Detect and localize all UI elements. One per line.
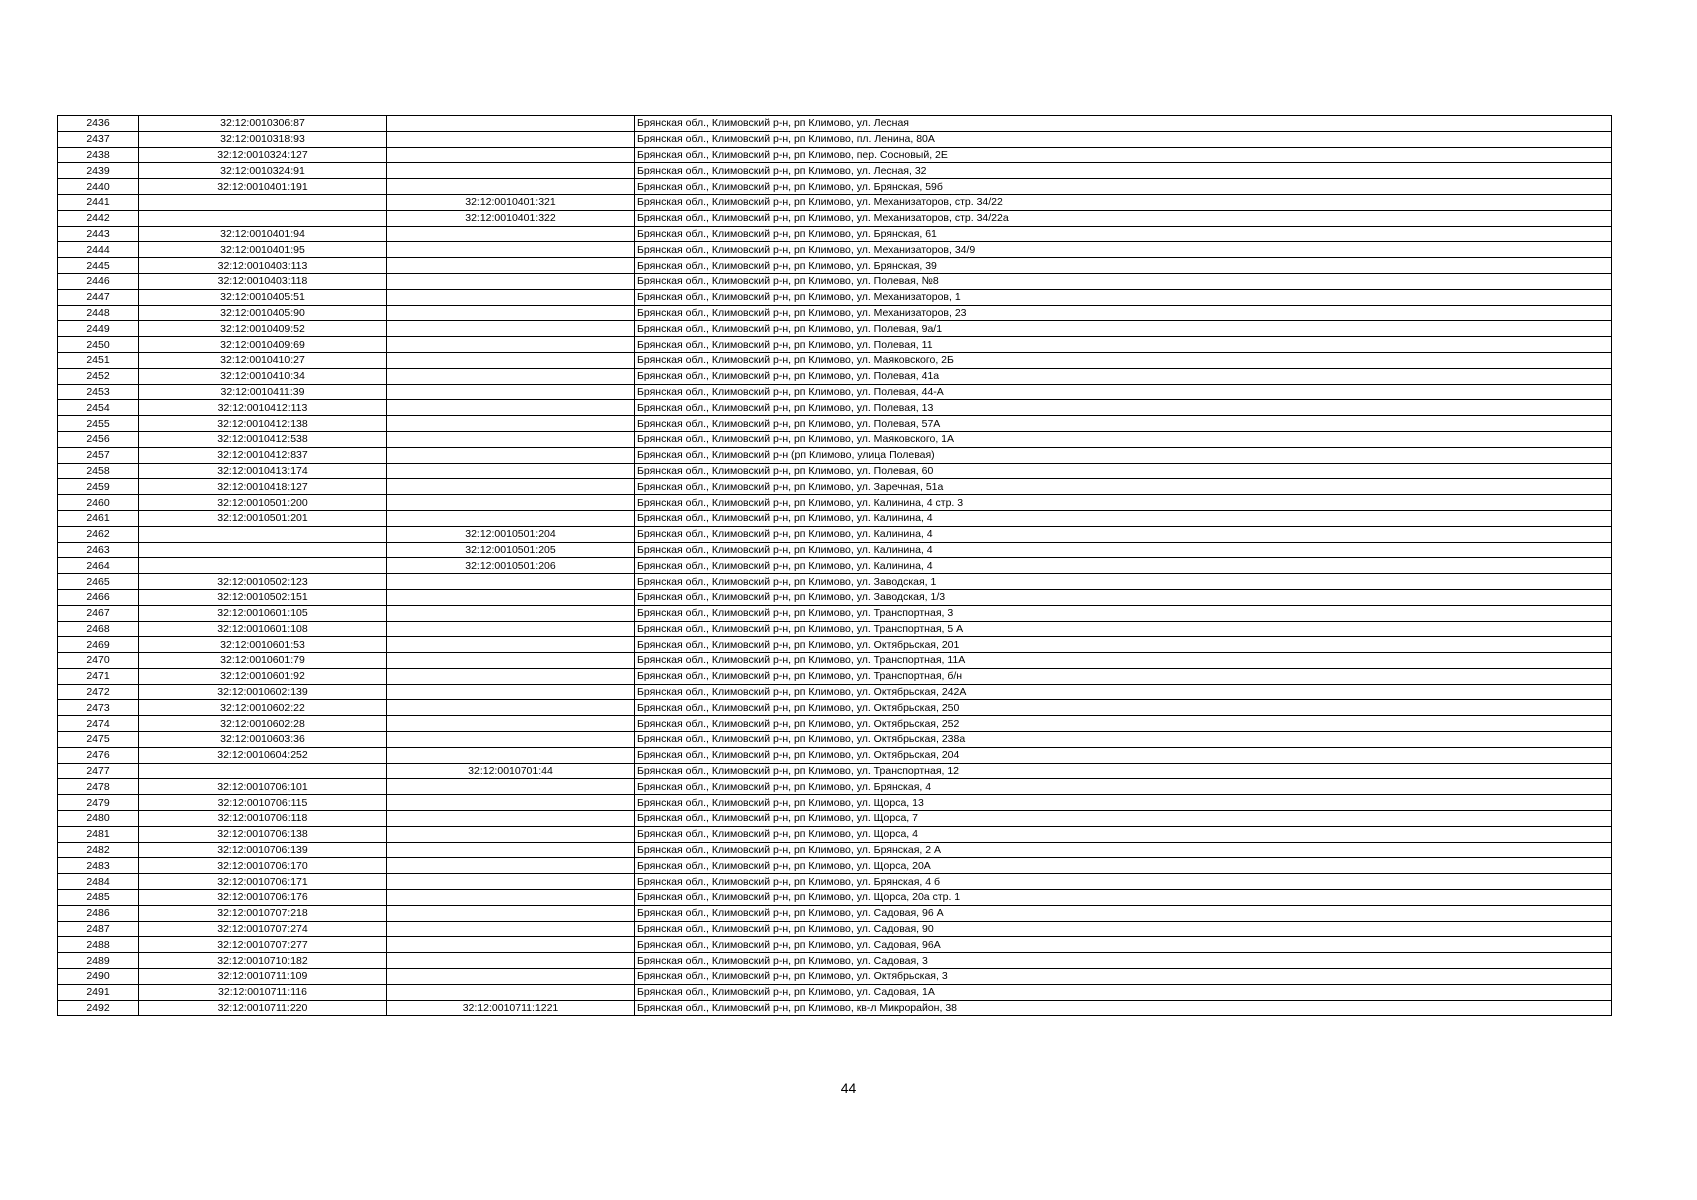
building-cadastral-number-cell (387, 416, 635, 432)
table-row (58, 384, 1612, 400)
cadastral-number-cell (139, 542, 387, 558)
address-cell: Брянская обл., Климовский р-н, рп Климово, ул. Полевая, 9а/1 (635, 321, 1612, 337)
row-number-cell: 2448 (58, 305, 139, 321)
row-number-cell: 2449 (58, 321, 139, 337)
building-cadastral-number-cell (387, 510, 635, 526)
table-row (58, 795, 1612, 811)
address-cell: Брянская обл., Климовский р-н, рп Климово, ул. Транспортная, 5 А (635, 621, 1612, 637)
table-row (58, 463, 1612, 479)
table-row (58, 163, 1612, 179)
building-cadastral-number-cell (387, 826, 635, 842)
cadastral-number-cell: 32:12:0010602:139 (139, 684, 387, 700)
table-row (58, 668, 1612, 684)
address-cell: Брянская обл., Климовский р-н, рп Климово, ул. Брянская, 4 (635, 779, 1612, 795)
address-cell: Брянская обл., Климовский р-н, рп Климово, ул. Садовая, 96А (635, 937, 1612, 953)
building-cadastral-number-cell (387, 352, 635, 368)
row-number-cell: 2484 (58, 874, 139, 890)
cadastral-number-cell: 32:12:0010410:27 (139, 352, 387, 368)
row-number-cell: 2462 (58, 526, 139, 542)
row-number-cell: 2455 (58, 416, 139, 432)
table-row (58, 558, 1612, 574)
row-number-cell: 2458 (58, 463, 139, 479)
cadastral-number-cell: 32:12:0010601:108 (139, 621, 387, 637)
address-cell: Брянская обл., Климовский р-н, рп Климово, ул. Щорса, 4 (635, 826, 1612, 842)
table-row (58, 400, 1612, 416)
address-cell: Брянская обл., Климовский р-н, рп Климово, ул. Калинина, 4 (635, 542, 1612, 558)
cadastral-number-cell: 32:12:0010412:113 (139, 400, 387, 416)
address-cell: Брянская обл., Климовский р-н, рп Климово, ул. Октябрьская, 252 (635, 716, 1612, 732)
address-cell: Брянская обл., Климовский р-н, рп Климово, ул. Транспортная, б/н (635, 668, 1612, 684)
cadastral-number-cell: 32:12:0010502:151 (139, 589, 387, 605)
address-cell: Брянская обл., Климовский р-н, рп Климово, ул. Калинина, 4 стр. 3 (635, 495, 1612, 511)
row-number-cell: 2445 (58, 258, 139, 274)
address-cell: Брянская обл., Климовский р-н, рп Климово, ул. Брянская, 61 (635, 226, 1612, 242)
building-cadastral-number-cell (387, 273, 635, 289)
address-cell: Брянская обл., Климовский р-н, рп Климово, ул. Транспортная, 11А (635, 653, 1612, 669)
row-number-cell: 2454 (58, 400, 139, 416)
page-number: 44 (840, 1080, 857, 1096)
cadastral-number-cell: 32:12:0010412:837 (139, 447, 387, 463)
table-row (58, 953, 1612, 969)
row-number-cell: 2474 (58, 716, 139, 732)
cadastral-number-cell: 32:12:0010706:170 (139, 858, 387, 874)
address-cell: Брянская обл., Климовский р-н, рп Климово, ул. Полевая, 57А (635, 416, 1612, 432)
cadastral-number-cell: 32:12:0010501:201 (139, 510, 387, 526)
row-number-cell: 2451 (58, 352, 139, 368)
building-cadastral-number-cell (387, 716, 635, 732)
address-cell: Брянская обл., Климовский р-н, рп Климово, ул. Калинина, 4 (635, 558, 1612, 574)
cadastral-number-cell: 32:12:0010403:113 (139, 258, 387, 274)
address-cell: Брянская обл., Климовский р-н, рп Климово, пл. Ленина, 80А (635, 131, 1612, 147)
address-cell: Брянская обл., Климовский р-н, рп Климово, ул. Полевая, №8 (635, 273, 1612, 289)
building-cadastral-number-cell (387, 858, 635, 874)
building-cadastral-number-cell (387, 400, 635, 416)
building-cadastral-number-cell (387, 574, 635, 590)
building-cadastral-number-cell (387, 479, 635, 495)
table-row (58, 716, 1612, 732)
row-number-cell: 2476 (58, 747, 139, 763)
address-cell: Брянская обл., Климовский р-н, рп Климово, ул. Полевая, 11 (635, 337, 1612, 353)
building-cadastral-number-cell (387, 431, 635, 447)
building-cadastral-number-cell (387, 747, 635, 763)
cadastral-number-cell: 32:12:0010601:79 (139, 653, 387, 669)
cadastral-number-cell: 32:12:0010711:116 (139, 984, 387, 1000)
row-number-cell: 2475 (58, 732, 139, 748)
row-number-cell: 2469 (58, 637, 139, 653)
building-cadastral-number-cell (387, 163, 635, 179)
cadastral-number-cell (139, 194, 387, 210)
table-row (58, 842, 1612, 858)
cadastral-number-cell: 32:12:0010324:127 (139, 147, 387, 163)
building-cadastral-number-cell (387, 463, 635, 479)
building-cadastral-number-cell (387, 289, 635, 305)
table-row (58, 921, 1612, 937)
cadastral-number-cell: 32:12:0010707:277 (139, 937, 387, 953)
table-row (58, 368, 1612, 384)
table-row (58, 116, 1612, 132)
row-number-cell: 2436 (58, 116, 139, 132)
row-number-cell: 2452 (58, 368, 139, 384)
table-row (58, 732, 1612, 748)
table-row (58, 226, 1612, 242)
address-cell: Брянская обл., Климовский р-н, рп Климово, ул. Октябрьская, 250 (635, 700, 1612, 716)
building-cadastral-number-cell (387, 179, 635, 195)
building-cadastral-number-cell (387, 384, 635, 400)
table-row (58, 179, 1612, 195)
table-row (58, 147, 1612, 163)
building-cadastral-number-cell (387, 368, 635, 384)
row-number-cell: 2473 (58, 700, 139, 716)
row-number-cell: 2485 (58, 890, 139, 906)
building-cadastral-number-cell (387, 637, 635, 653)
address-cell: Брянская обл., Климовский р-н, рп Климово, ул. Полевая, 60 (635, 463, 1612, 479)
building-cadastral-number-cell (387, 921, 635, 937)
row-number-cell: 2437 (58, 131, 139, 147)
table-row (58, 510, 1612, 526)
row-number-cell: 2482 (58, 842, 139, 858)
address-cell: Брянская обл., Климовский р-н, рп Климово, пер. Сосновый, 2Е (635, 147, 1612, 163)
table-row (58, 447, 1612, 463)
table-row (58, 826, 1612, 842)
building-cadastral-number-cell (387, 984, 635, 1000)
cadastral-number-cell: 32:12:0010405:51 (139, 289, 387, 305)
address-cell: Брянская обл., Климовский р-н, рп Климово, ул. Щорса, 7 (635, 811, 1612, 827)
table-row (58, 574, 1612, 590)
address-cell: Брянская обл., Климовский р-н, рп Климово, ул. Транспортная, 12 (635, 763, 1612, 779)
row-number-cell: 2491 (58, 984, 139, 1000)
cadastral-number-cell: 32:12:0010706:101 (139, 779, 387, 795)
address-cell: Брянская обл., Климовский р-н, рп Климово, ул. Садовая, 90 (635, 921, 1612, 937)
table-row (58, 289, 1612, 305)
cadastral-number-cell: 32:12:0010324:91 (139, 163, 387, 179)
address-cell: Брянская обл., Климовский р-н, рп Климово, ул. Калинина, 4 (635, 526, 1612, 542)
cadastral-number-cell (139, 526, 387, 542)
building-cadastral-number-cell: 32:12:0010401:322 (387, 210, 635, 226)
row-number-cell: 2487 (58, 921, 139, 937)
address-cell: Брянская обл., Климовский р-н, рп Климово, ул. Механизаторов, 34/9 (635, 242, 1612, 258)
building-cadastral-number-cell (387, 337, 635, 353)
building-cadastral-number-cell (387, 589, 635, 605)
address-cell: Брянская обл., Климовский р-н, рп Климово, кв-л Микрорайон, 38 (635, 1000, 1612, 1016)
row-number-cell: 2438 (58, 147, 139, 163)
table-row (58, 811, 1612, 827)
row-number-cell: 2463 (58, 542, 139, 558)
table-row (58, 905, 1612, 921)
address-cell: Брянская обл., Климовский р-н, рп Климово, ул. Садовая, 1А (635, 984, 1612, 1000)
cadastral-number-cell: 32:12:0010601:92 (139, 668, 387, 684)
row-number-cell: 2472 (58, 684, 139, 700)
table-row (58, 1000, 1612, 1016)
row-number-cell: 2450 (58, 337, 139, 353)
building-cadastral-number-cell (387, 226, 635, 242)
cadastral-number-cell: 32:12:0010318:93 (139, 131, 387, 147)
address-cell: Брянская обл., Климовский р-н, рп Климово, ул. Октябрьская, 242А (635, 684, 1612, 700)
row-number-cell: 2456 (58, 431, 139, 447)
building-cadastral-number-cell (387, 700, 635, 716)
table-row (58, 210, 1612, 226)
cadastral-number-cell (139, 210, 387, 226)
cadastral-number-cell: 32:12:0010418:127 (139, 479, 387, 495)
cadastral-number-cell: 32:12:0010401:94 (139, 226, 387, 242)
address-cell: Брянская обл., Климовский р-н, рп Климово, ул. Садовая, 96 А (635, 905, 1612, 921)
cadastral-number-cell: 32:12:0010411:39 (139, 384, 387, 400)
table-row (58, 194, 1612, 210)
building-cadastral-number-cell (387, 779, 635, 795)
address-cell: Брянская обл., Климовский р-н, рп Климово, ул. Заречная, 51а (635, 479, 1612, 495)
cadastral-number-cell: 32:12:0010711:220 (139, 1000, 387, 1016)
cadastral-number-cell: 32:12:0010706:139 (139, 842, 387, 858)
cadastral-number-cell: 32:12:0010602:28 (139, 716, 387, 732)
address-cell: Брянская обл., Климовский р-н, рп Климово, ул. Щорса, 20А (635, 858, 1612, 874)
cadastral-number-cell: 32:12:0010409:52 (139, 321, 387, 337)
table-row (58, 605, 1612, 621)
building-cadastral-number-cell (387, 969, 635, 985)
table-row (58, 874, 1612, 890)
building-cadastral-number-cell: 32:12:0010501:206 (387, 558, 635, 574)
address-cell: Брянская обл., Климовский р-н (рп Климово, улица Полевая) (635, 447, 1612, 463)
cadastral-number-cell: 32:12:0010403:118 (139, 273, 387, 289)
table-row (58, 416, 1612, 432)
cadastral-number-cell: 32:12:0010602:22 (139, 700, 387, 716)
row-number-cell: 2442 (58, 210, 139, 226)
address-cell: Брянская обл., Климовский р-н, рп Климово, ул. Маяковского, 2Б (635, 352, 1612, 368)
row-number-cell: 2468 (58, 621, 139, 637)
cadastral-number-cell: 32:12:0010601:105 (139, 605, 387, 621)
cadastral-number-cell: 32:12:0010306:87 (139, 116, 387, 132)
row-number-cell: 2461 (58, 510, 139, 526)
address-cell: Брянская обл., Климовский р-н, рп Климово, ул. Октябрьская, 201 (635, 637, 1612, 653)
cadastral-number-cell: 32:12:0010706:176 (139, 890, 387, 906)
address-cell: Брянская обл., Климовский р-н, рп Климово, ул. Механизаторов, стр. 34/22а (635, 210, 1612, 226)
address-cell: Брянская обл., Климовский р-н, рп Климово, ул. Механизаторов, 1 (635, 289, 1612, 305)
cadastral-number-cell: 32:12:0010604:252 (139, 747, 387, 763)
building-cadastral-number-cell (387, 258, 635, 274)
building-cadastral-number-cell (387, 795, 635, 811)
table-row (58, 526, 1612, 542)
row-number-cell: 2457 (58, 447, 139, 463)
cadastral-number-cell: 32:12:0010706:118 (139, 811, 387, 827)
building-cadastral-number-cell: 32:12:0010701:44 (387, 763, 635, 779)
building-cadastral-number-cell (387, 653, 635, 669)
building-cadastral-number-cell (387, 321, 635, 337)
row-number-cell: 2466 (58, 589, 139, 605)
row-number-cell: 2481 (58, 826, 139, 842)
row-number-cell: 2443 (58, 226, 139, 242)
cadastral-number-cell: 32:12:0010401:95 (139, 242, 387, 258)
table-row (58, 495, 1612, 511)
address-cell: Брянская обл., Климовский р-н, рп Климово, ул. Октябрьская, 204 (635, 747, 1612, 763)
table-row (58, 890, 1612, 906)
address-cell: Брянская обл., Климовский р-н, рп Климово, ул. Брянская, 59б (635, 179, 1612, 195)
row-number-cell: 2441 (58, 194, 139, 210)
building-cadastral-number-cell (387, 147, 635, 163)
building-cadastral-number-cell (387, 953, 635, 969)
address-cell: Брянская обл., Климовский р-н, рп Климово, ул. Механизаторов, стр. 34/22 (635, 194, 1612, 210)
row-number-cell: 2480 (58, 811, 139, 827)
cadastral-number-cell: 32:12:0010707:218 (139, 905, 387, 921)
building-cadastral-number-cell (387, 605, 635, 621)
address-cell: Брянская обл., Климовский р-н, рп Климово, ул. Лесная (635, 116, 1612, 132)
row-number-cell: 2483 (58, 858, 139, 874)
building-cadastral-number-cell: 32:12:0010501:204 (387, 526, 635, 542)
cadastral-number-cell: 32:12:0010401:191 (139, 179, 387, 195)
table-row (58, 131, 1612, 147)
building-cadastral-number-cell (387, 242, 635, 258)
cadastral-number-cell: 32:12:0010707:274 (139, 921, 387, 937)
building-cadastral-number-cell (387, 842, 635, 858)
address-cell: Брянская обл., Климовский р-н, рп Климово, ул. Октябрьская, 238а (635, 732, 1612, 748)
table-row (58, 242, 1612, 258)
data-table (57, 115, 1612, 1016)
building-cadastral-number-cell (387, 732, 635, 748)
building-cadastral-number-cell (387, 905, 635, 921)
address-cell: Брянская обл., Климовский р-н, рп Климово, ул. Калинина, 4 (635, 510, 1612, 526)
building-cadastral-number-cell: 32:12:0010501:205 (387, 542, 635, 558)
cadastral-number-cell (139, 558, 387, 574)
address-cell: Брянская обл., Климовский р-н, рп Климово, ул. Транспортная, 3 (635, 605, 1612, 621)
table-row (58, 937, 1612, 953)
address-cell: Брянская обл., Климовский р-н, рп Климово, ул. Механизаторов, 23 (635, 305, 1612, 321)
address-cell: Брянская обл., Климовский р-н, рп Климово, ул. Садовая, 3 (635, 953, 1612, 969)
address-cell: Брянская обл., Климовский р-н, рп Климово, ул. Маяковского, 1А (635, 431, 1612, 447)
building-cadastral-number-cell (387, 874, 635, 890)
table-row (58, 858, 1612, 874)
row-number-cell: 2490 (58, 969, 139, 985)
address-cell: Брянская обл., Климовский р-н, рп Климово, ул. Щорса, 20а стр. 1 (635, 890, 1612, 906)
cadastral-number-cell: 32:12:0010405:90 (139, 305, 387, 321)
table-row (58, 337, 1612, 353)
row-number-cell: 2453 (58, 384, 139, 400)
cadastral-number-cell: 32:12:0010412:138 (139, 416, 387, 432)
address-cell: Брянская обл., Климовский р-н, рп Климово, ул. Лесная, 32 (635, 163, 1612, 179)
cadastral-number-cell: 32:12:0010603:36 (139, 732, 387, 748)
row-number-cell: 2479 (58, 795, 139, 811)
address-cell: Брянская обл., Климовский р-н, рп Климово, ул. Щорса, 13 (635, 795, 1612, 811)
table-row (58, 653, 1612, 669)
row-number-cell: 2447 (58, 289, 139, 305)
building-cadastral-number-cell (387, 495, 635, 511)
address-cell: Брянская обл., Климовский р-н, рп Климово, ул. Полевая, 13 (635, 400, 1612, 416)
table-row (58, 747, 1612, 763)
row-number-cell: 2486 (58, 905, 139, 921)
table-row (58, 321, 1612, 337)
address-cell: Брянская обл., Климовский р-н, рп Климово, ул. Брянская, 2 А (635, 842, 1612, 858)
cadastral-number-cell: 32:12:0010410:34 (139, 368, 387, 384)
cadastral-number-cell: 32:12:0010501:200 (139, 495, 387, 511)
cadastral-number-cell: 32:12:0010413:174 (139, 463, 387, 479)
address-cell: Брянская обл., Климовский р-н, рп Климово, ул. Полевая, 44-А (635, 384, 1612, 400)
table-row (58, 273, 1612, 289)
table-body (58, 116, 1612, 1016)
row-number-cell: 2492 (58, 1000, 139, 1016)
row-number-cell: 2471 (58, 668, 139, 684)
table-row (58, 763, 1612, 779)
cadastral-number-cell: 32:12:0010711:109 (139, 969, 387, 985)
row-number-cell: 2464 (58, 558, 139, 574)
row-number-cell: 2477 (58, 763, 139, 779)
row-number-cell: 2444 (58, 242, 139, 258)
cadastral-number-cell (139, 763, 387, 779)
table-row (58, 779, 1612, 795)
building-cadastral-number-cell (387, 305, 635, 321)
address-cell: Брянская обл., Климовский р-н, рп Климово, ул. Брянская, 39 (635, 258, 1612, 274)
table-row (58, 637, 1612, 653)
building-cadastral-number-cell (387, 621, 635, 637)
table-row (58, 700, 1612, 716)
table-row (58, 542, 1612, 558)
cadastral-number-cell: 32:12:0010502:123 (139, 574, 387, 590)
table-row (58, 969, 1612, 985)
building-cadastral-number-cell: 32:12:0010711:1221 (387, 1000, 635, 1016)
address-cell: Брянская обл., Климовский р-н, рп Климово, ул. Заводская, 1/3 (635, 589, 1612, 605)
address-cell: Брянская обл., Климовский р-н, рп Климово, ул. Октябрьская, 3 (635, 969, 1612, 985)
row-number-cell: 2467 (58, 605, 139, 621)
address-cell: Брянская обл., Климовский р-н, рп Климово, ул. Брянская, 4 б (635, 874, 1612, 890)
building-cadastral-number-cell (387, 668, 635, 684)
table-row (58, 431, 1612, 447)
table-row (58, 479, 1612, 495)
row-number-cell: 2478 (58, 779, 139, 795)
row-number-cell: 2440 (58, 179, 139, 195)
building-cadastral-number-cell (387, 684, 635, 700)
building-cadastral-number-cell (387, 890, 635, 906)
table-row (58, 984, 1612, 1000)
row-number-cell: 2459 (58, 479, 139, 495)
row-number-cell: 2446 (58, 273, 139, 289)
table-row (58, 589, 1612, 605)
cadastral-number-cell: 32:12:0010710:182 (139, 953, 387, 969)
cadastral-number-cell: 32:12:0010409:69 (139, 337, 387, 353)
table-row (58, 305, 1612, 321)
address-cell: Брянская обл., Климовский р-н, рп Климово, ул. Заводская, 1 (635, 574, 1612, 590)
cadastral-number-cell: 32:12:0010601:53 (139, 637, 387, 653)
table-row (58, 352, 1612, 368)
cadastral-number-cell: 32:12:0010706:138 (139, 826, 387, 842)
address-cell: Брянская обл., Климовский р-н, рп Климово, ул. Полевая, 41а (635, 368, 1612, 384)
building-cadastral-number-cell (387, 811, 635, 827)
building-cadastral-number-cell: 32:12:0010401:321 (387, 194, 635, 210)
building-cadastral-number-cell (387, 116, 635, 132)
cadastral-number-cell: 32:12:0010706:171 (139, 874, 387, 890)
row-number-cell: 2439 (58, 163, 139, 179)
row-number-cell: 2489 (58, 953, 139, 969)
row-number-cell: 2460 (58, 495, 139, 511)
table-row (58, 621, 1612, 637)
cadastral-number-cell: 32:12:0010706:115 (139, 795, 387, 811)
building-cadastral-number-cell (387, 937, 635, 953)
row-number-cell: 2465 (58, 574, 139, 590)
table-row (58, 684, 1612, 700)
table-row (58, 258, 1612, 274)
building-cadastral-number-cell (387, 131, 635, 147)
row-number-cell: 2470 (58, 653, 139, 669)
row-number-cell: 2488 (58, 937, 139, 953)
cadastral-number-cell: 32:12:0010412:538 (139, 431, 387, 447)
building-cadastral-number-cell (387, 447, 635, 463)
